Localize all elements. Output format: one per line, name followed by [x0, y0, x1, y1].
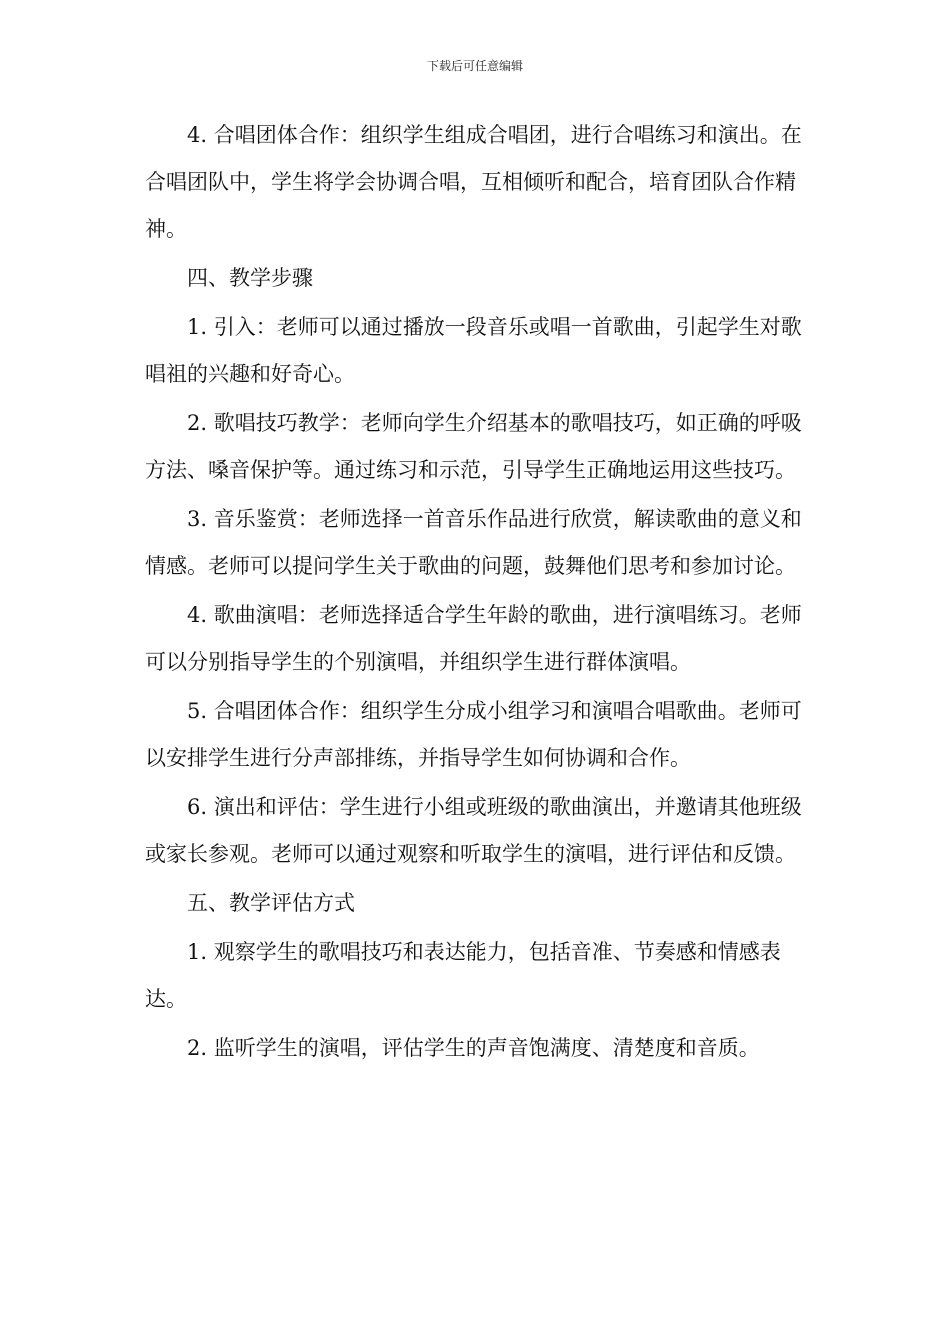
paragraph-step-performance-evaluation: 6. 演出和评估：学生进行小组或班级的歌曲演出，并邀请其他班级或家长参观。老师可以通过观察和听取学生的演唱，进行评估和反馈。: [145, 795, 802, 866]
paragraph-step-music-appreciation: 3. 音乐鉴赏：老师选择一首音乐作品进行欣赏，解读歌曲的意义和情感。老师可以提问学生关于歌曲的问题，鼓舞他们思考和参加讨论。: [145, 507, 802, 578]
paragraph-step-singing-technique: 2. 歌唱技巧教学：老师向学生介绍基本的歌唱技巧，如正确的呼吸方法、嗓音保护等。通过练习和示范，引导学生正确地运用这些技巧。: [145, 411, 802, 482]
document-body: [145, 112, 815, 1074]
paragraph-evaluation-observation: 1. 观察学生的歌唱技巧和表达能力，包括音准、节奏感和情感表达。: [145, 940, 781, 1011]
paragraph-evaluation-listening: 2. 监听学生的演唱，评估学生的声音饱满度、清楚度和音质。: [187, 1036, 760, 1060]
paragraph-step-choir-cooperation: 5. 合唱团体合作：组织学生分成小组学习和演唱合唱歌曲。老师可以安排学生进行分声部排练，并指导学生如何协调和合作。: [145, 699, 802, 770]
section-heading-evaluation-methods: 五、教学评估方式: [187, 891, 355, 915]
page-header-note: 下载后可任意编辑: [426, 59, 523, 73]
paragraph-choir-cooperation: 4. 合唱团体合作：组织学生组成合唱团，进行合唱练习和演出。在合唱团队中，学生将学会协调合唱，互相倾听和配合，培育团队合作精神。: [145, 123, 802, 241]
paragraph-step-introduction: 1. 引入：老师可以通过播放一段音乐或唱一首歌曲，引起学生对歌唱祖的兴趣和好奇心。: [145, 315, 802, 386]
section-heading-teaching-steps: 四、教学步骤: [187, 266, 313, 290]
paragraph-step-song-performance: 4. 歌曲演唱：老师选择适合学生年龄的歌曲，进行演唱练习。老师可以分别指导学生的个别演唱，并组织学生进行群体演唱。: [145, 603, 802, 674]
